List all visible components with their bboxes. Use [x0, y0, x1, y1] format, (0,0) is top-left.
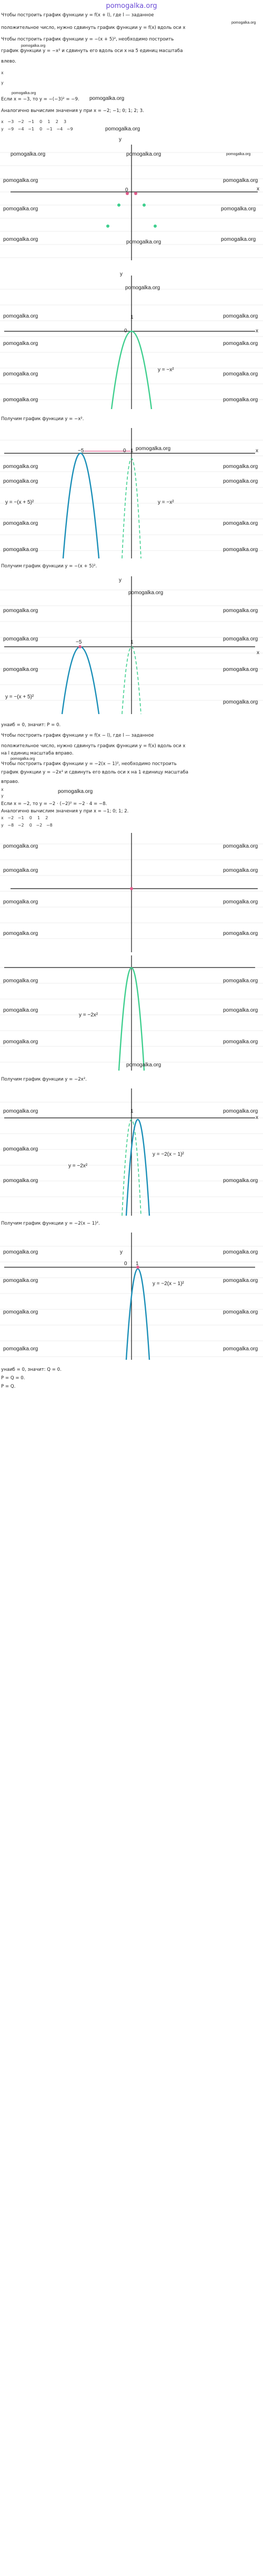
caption-shift5: Получим график функции y = −(x + 5)². [1, 564, 97, 569]
table-y-label: y [1, 80, 4, 85]
table1-y-row: y −9 −4 −1 0 −1 −4 −9 [1, 127, 73, 131]
watermark-text: pomogalka.org [3, 608, 38, 614]
text-final-1: P = Q = 0. [1, 1376, 25, 1381]
axis-x-label: x [257, 186, 259, 192]
axis-one-label: 1 [130, 1108, 134, 1114]
text-instruction-5: график функции y = −2x² и сдвинуть его вдоль оси x на 1 единицу масштаба [1, 770, 189, 775]
data-point [106, 225, 109, 228]
graph-shift-5-with-base [0, 427, 263, 559]
graph-label-neg-x2: y = −x² [158, 500, 174, 505]
watermark-text: pomogalka.org [223, 1007, 258, 1013]
watermark-text: pomogalka.org [223, 667, 258, 673]
axis-origin-label: 0 [124, 1261, 127, 1267]
watermark-text: pomogalka.org [223, 464, 258, 470]
axis-one-label: 1 [130, 314, 134, 320]
text-final-2: P = Q. [1, 1384, 16, 1389]
watermark-text: pomogalka.org [223, 1249, 258, 1255]
site-logo[interactable]: pomogalka.org [106, 2, 157, 10]
table2-x-row: x −2 −1 0 1 2 [1, 816, 48, 820]
watermark-text: pomogalka.org [126, 151, 161, 157]
graph-label-neg-2x2: y = −2x² [68, 1163, 88, 1169]
graph-label-shift5: y = −(x + 5)² [5, 694, 34, 700]
text-example-calc-2: Если x = −2, то y = −2 · (−2)² = −2 · 4 = −8. [1, 801, 107, 807]
axis-origin-label: 0 [124, 328, 127, 334]
watermark-text: pomogalka.org [223, 1039, 258, 1045]
text-rule-shift-left: Чтобы построить график функции y = f(x + l), где l — заданное [1, 13, 154, 18]
watermark-text: pomogalka.org [3, 464, 38, 470]
label-minus-five: −5 [76, 639, 82, 645]
table2-y-row: y −8 −2 0 −2 −8 [1, 823, 53, 828]
axis-x-label: x [256, 328, 258, 334]
axis-x-label: x [256, 1115, 258, 1121]
watermark-text: pomogalka.org [3, 371, 38, 377]
axis-origin-label: 0 [123, 448, 126, 454]
watermark-text: pomogalka.org [3, 636, 38, 642]
watermark-text: pomogalka.org [223, 478, 258, 484]
watermark-text: pomogalka.org [3, 1249, 38, 1255]
watermark-text: pomogalka.org [223, 371, 258, 377]
watermark-text: pomogalka.org [223, 313, 258, 319]
axis-x-label: x [256, 448, 258, 454]
data-point [154, 225, 157, 228]
watermark-text: pomogalka.org [223, 868, 258, 873]
table-x-label: x [1, 70, 4, 75]
text-result-p: yнаиб = 0, значит: P = 0. [1, 722, 61, 728]
watermark-text: pomogalka.org [11, 151, 46, 157]
graph-label-neg-2x2: y = −2x² [79, 1012, 98, 1018]
watermark-text: pomogalka.org [223, 978, 258, 984]
watermark-text: pomogalka.org [221, 237, 256, 242]
graph-label-shift1: y = −2(x − 1)² [153, 1152, 184, 1157]
watermark-text: pomogalka.org [3, 1007, 38, 1013]
table1-x-row: x −3 −2 −1 0 1 2 3 [1, 119, 67, 124]
watermark-text: pomogalka.org [223, 636, 258, 642]
graph-label-neg-x2: y = −x² [158, 367, 174, 373]
text-instruction-6: вправо. [1, 779, 19, 785]
caption-neg-x2: Получим график функции y = −x². [1, 416, 84, 422]
watermark-text: pomogalka.org [223, 397, 258, 403]
axis-y-label: y [119, 137, 122, 142]
watermark-text: pomogalka.org [3, 667, 38, 673]
text-rule-shift-right-2: положительное число, нужно сдвинуть график функции y = f(x) вдоль оси x [1, 744, 186, 749]
watermark-text: pomogalka.org [3, 547, 38, 553]
watermark-text: pomogalka.org [3, 313, 38, 319]
watermark-text: pomogalka.org [126, 239, 161, 245]
graph-label-shift5: y = −(x + 5)² [5, 500, 34, 505]
data-point [117, 203, 120, 207]
vertex-point [78, 645, 82, 648]
watermark-text: pomogalka.org [3, 1108, 38, 1114]
watermark-text: pomogalka.org [89, 96, 125, 101]
data-point [143, 203, 146, 207]
parabola-shift-1 [126, 1269, 149, 1360]
watermark-text: pomogalka.org [223, 178, 258, 184]
parabola-shift-5 [63, 453, 99, 558]
parabola-shift-5 [62, 647, 99, 714]
watermark-text: pomogalka.org [226, 152, 251, 156]
label-minus-five: −5 [78, 448, 84, 454]
caption-neg-2x2: Получим график функции y = −2x². [1, 1077, 87, 1082]
axis-one-label: 1 [136, 1261, 139, 1267]
watermark-text: pomogalka.org [11, 757, 35, 761]
watermark-text: pomogalka.org [3, 178, 38, 184]
watermark-text: pomogalka.org [223, 1108, 258, 1114]
axis-y-label: y [120, 1249, 123, 1255]
watermark-text: pomogalka.org [3, 1346, 38, 1352]
watermark-text: pomogalka.org [3, 899, 38, 905]
watermark-text: pomogalka.org [21, 44, 46, 48]
watermark-text: pomogalka.org [126, 1062, 161, 1068]
axis-origin-label: 0 [125, 187, 128, 193]
watermark-text: pomogalka.org [3, 1278, 38, 1284]
watermark-text: pomogalka.org [3, 931, 38, 936]
watermark-text: pomogalka.org [3, 843, 38, 849]
axis-y-label: y [119, 577, 122, 583]
watermark-text: pomogalka.org [136, 446, 171, 452]
watermark-text: pomogalka.org [3, 1039, 38, 1045]
watermark-text: pomogalka.org [223, 521, 258, 526]
watermark-text: pomogalka.org [3, 341, 38, 347]
watermark-text: pomogalka.org [231, 21, 256, 25]
text-similar-calc: Аналогично вычислим значения y при x = −2; −1; 0; 1; 2; 3. [1, 108, 144, 114]
axis-one-label: 1 [130, 639, 134, 645]
watermark-text: pomogalka.org [223, 608, 258, 614]
parabola-shift-1 [126, 1119, 149, 1216]
watermark-text: pomogalka.org [3, 1146, 38, 1152]
watermark-text: pomogalka.org [3, 868, 38, 873]
watermark-text: pomogalka.org [223, 547, 258, 553]
watermark-text: pomogalka.org [3, 206, 38, 212]
watermark-text: pomogalka.org [223, 1346, 258, 1352]
text-rule-shift-right: Чтобы построить график функции y = f(x − l), где l — заданное [1, 733, 154, 738]
watermark-text: pomogalka.org [12, 91, 36, 95]
watermark-text: pomogalka.org [3, 397, 38, 403]
watermark-text: pomogalka.org [223, 843, 258, 849]
watermark-text: pomogalka.org [3, 1178, 38, 1184]
watermark-text: pomogalka.org [128, 590, 164, 596]
watermark-text: pomogalka.org [3, 521, 38, 526]
axis-y-label: y [120, 271, 123, 277]
text-instruction-4: Чтобы построить график функции y = −2(x − 1)², необходимо построить [1, 761, 177, 767]
watermark-text: pomogalka.org [223, 1309, 258, 1315]
watermark-text: pomogalka.org [3, 237, 38, 242]
watermark-text: pomogalka.org [221, 206, 256, 212]
watermark-text: pomogalka.org [3, 478, 38, 484]
data-point [130, 887, 133, 890]
watermark-text: pomogalka.org [223, 341, 258, 347]
axis-x-label: x [257, 650, 259, 656]
text-instruction-3: влево. [1, 59, 16, 64]
watermark-text: pomogalka.org [3, 978, 38, 984]
text-instruction-2: график функции y = −x² и сдвинуть его вдоль оси x на 5 единиц масштаба [1, 48, 183, 54]
table-x-label: x [1, 787, 4, 792]
watermark-text: pomogalka.org [125, 285, 160, 291]
text-similar-calc-2: Аналогично вычислим значения y при x = −1; 0; 1; 2. [1, 809, 129, 814]
axis-one-label: 1 [130, 448, 134, 454]
watermark-text: pomogalka.org [223, 1278, 258, 1284]
watermark-text: pomogalka.org [58, 789, 93, 795]
table-y-label: y [1, 793, 4, 798]
text-result-q: yнаиб = 0, значит: Q = 0. [1, 1367, 62, 1372]
data-point [134, 192, 137, 195]
text-example-calc: Если x = −3, то y = −(−3)² = −9. [1, 97, 79, 102]
watermark-text: pomogalka.org [105, 126, 140, 132]
watermark-text: pomogalka.org [223, 699, 258, 705]
graph-label-shift1: y = −2(x − 1)² [153, 1281, 184, 1287]
watermark-text: pomogalka.org [223, 1178, 258, 1184]
graph-neg-2x2 [0, 954, 263, 1073]
caption-shift1: Получим график функции y = −2(x − 1)². [1, 1221, 100, 1226]
text-rule-shift-right-3: на l единиц масштаба вправо. [1, 751, 74, 756]
text-instruction-1: Чтобы построить график функции y = −(x + 5)², необходимо построить [1, 37, 174, 42]
watermark-text: pomogalka.org [223, 899, 258, 905]
watermark-text: pomogalka.org [3, 1309, 38, 1315]
text-rule-shift-left-2: положительное число, нужно сдвинуть график функции y = f(x) вдоль оси x [1, 25, 186, 30]
watermark-text: pomogalka.org [223, 931, 258, 936]
graph-shift-1-with-base [0, 1086, 263, 1218]
